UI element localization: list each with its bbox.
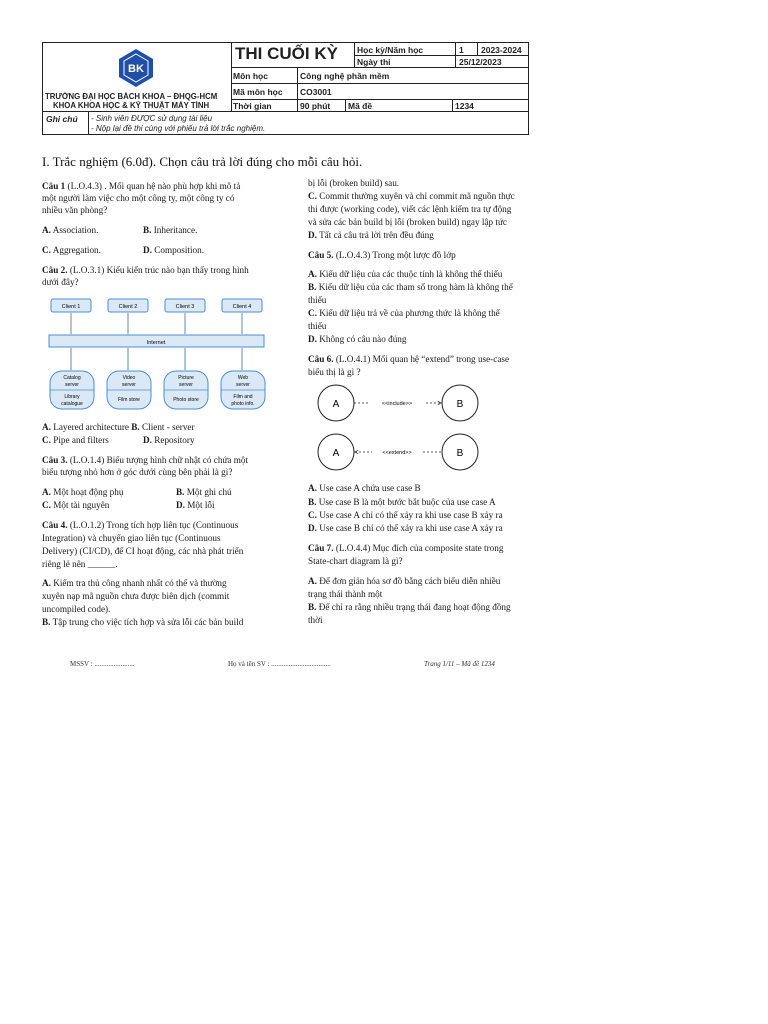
q1-option-d: D. Composition. (143, 245, 205, 255)
exam-header-table (42, 42, 529, 135)
server-group-2 (107, 371, 151, 409)
svg-text:Photo store: Photo store (173, 397, 199, 403)
q6-option-d: D. Use case B chỉ có thể xảy ra khi use case A xảy ra (308, 523, 503, 533)
q7-option-a-line-1: A. Để đơn giản hóa sơ đồ bằng cách biểu diễn nhiều (308, 576, 501, 586)
use-case-diagram (312, 384, 488, 474)
q4-option-c-line-3: và sửa các bản build bị lỗi (broken build) ngay lập tức (308, 217, 508, 227)
date-label: Ngày thi (357, 57, 391, 67)
q4-option-a-line-1: A. Kiểm tra thủ công nhanh nhất có thể và thường (42, 578, 227, 588)
university-logo (116, 48, 156, 88)
client-box-2 (108, 299, 148, 312)
q1-option-b: B. Inheritance. (143, 225, 198, 235)
semester-label: Học kỳ/Năm học (357, 45, 424, 55)
q1-option-c: C. Aggregation. (42, 245, 101, 255)
use-case-b-extend (442, 434, 478, 470)
question-4-line-3: Delivery) (CI/CD), để CI hoạt động, các nhà phát triển (42, 546, 244, 556)
extend-label: <<extend>> (382, 450, 412, 456)
svg-text:A: A (332, 399, 340, 410)
svg-text:Client 2: Client 2 (118, 304, 138, 310)
question-4-line-1: Câu 4. (L.O.1.2) Trong tích hợp liên tục (Continuous (42, 520, 239, 530)
q6-option-a: A. Use case A chứa use case B (308, 483, 421, 493)
note-line-1: - Sinh viên ĐƯỢC sử dụng tài liệu (91, 114, 213, 123)
q1-option-a: A. Association. (42, 225, 99, 235)
q2-option-a: A. Layered architecture B. Client - server (42, 422, 195, 432)
svg-text:server: server (236, 382, 250, 388)
svg-text:Web: Web (237, 375, 249, 381)
svg-text:Client 3: Client 3 (175, 304, 195, 310)
internet-bar (49, 335, 264, 347)
footer-student-name: Họ và tên SV : .................................. (228, 660, 331, 668)
q4-option-a-line-2: xuyên nạp mã nguồn chưa được biên dịch (commit (42, 591, 230, 601)
q3-option-d: D. Một lỗi (176, 500, 215, 510)
question-5-line-1: Câu 5. (L.O.4.3) Trong một lược đồ lớp (308, 250, 456, 260)
include-label: <<include>> (381, 401, 413, 407)
question-4-line-2: Integration) và chuyển giao liên tục (Continuous (42, 533, 221, 543)
semester-value: 1 (459, 45, 464, 55)
q7-option-a-line-2: trạng thái thành một (308, 589, 383, 599)
exam-title: THI CUỐI KỲ (235, 44, 338, 63)
server-group-3 (164, 371, 208, 409)
year-value: 2023-2024 (481, 45, 522, 55)
svg-text:server: server (179, 382, 193, 388)
q3-option-b: B. Một ghi chú (176, 487, 232, 497)
question-7-line-2: State-chart diagram là gì? (308, 556, 403, 566)
q3-option-a: A. Một hoạt động phụ (42, 487, 124, 497)
time-value: 90 phút (300, 101, 331, 111)
svg-text:B: B (456, 399, 464, 410)
server-group-1 (50, 371, 94, 409)
client-box-1 (51, 299, 91, 312)
footer-student-id: MSSV : ....................... (70, 660, 135, 668)
client-box-3 (165, 299, 205, 312)
q4-option-b-line-2: bị lỗi (broken build) sau. (308, 178, 400, 188)
svg-text:Film store: Film store (118, 397, 140, 403)
question-2-line-1: Câu 2. (L.O.3.1) Kiểu kiến trúc nào bạn thấy trong hình (42, 265, 249, 275)
svg-text:Catalog: Catalog (63, 375, 81, 381)
q4-option-c-line-2: thi được (working code), viết các lệnh kiểm tra tự động (308, 204, 512, 214)
svg-text:Picture: Picture (178, 375, 194, 381)
q2-option-d: D. Repository (143, 435, 195, 445)
use-case-a-extend (318, 434, 354, 470)
client-box-4 (222, 299, 262, 312)
use-case-a-include (318, 385, 354, 421)
svg-text:Client 4: Client 4 (232, 304, 252, 310)
client-server-diagram (46, 296, 268, 412)
svg-text:Video: Video (122, 375, 136, 381)
section-title: I. Trắc nghiệm (6.0đ). Chọn câu trả lời đúng cho mỗi câu hỏi. (42, 154, 363, 169)
svg-text:Library: Library (64, 394, 80, 400)
q6-option-b: B. Use case B là một bước bắt buộc của use case A (308, 497, 496, 507)
q4-option-d: D. Tất cả câu trả lời trên đều đúng (308, 230, 434, 240)
exam-code-label: Mã đề (348, 101, 373, 111)
svg-text:photo info.: photo info. (231, 401, 255, 407)
course-code-label: Mã môn học (233, 87, 283, 97)
q5-option-c-line-2: thiếu (308, 321, 327, 331)
note-label: Ghi chú (46, 114, 78, 124)
svg-text:Client 1: Client 1 (61, 304, 81, 310)
q6-option-c: C. Use case A chỉ có thể xảy ra khi use case B xảy ra (308, 510, 503, 520)
q4-option-b-line-1: B. Tập trung cho việc tích hợp và sửa lỗi các bản build (42, 617, 244, 627)
question-3-line-1: Câu 3. (L.O.1.4) Biểu tượng hình chữ nhật có chứa một (42, 455, 249, 465)
server-group-4 (221, 371, 265, 409)
question-6-line-2: biểu thị là gì ? (308, 367, 361, 377)
question-1-line-3: nhiều văn phòng? (42, 205, 108, 215)
faculty-name: KHOA KHOA HỌC & KỸ THUẬT MÁY TÍNH (53, 101, 210, 110)
q7-option-b-line-1: B. Để chỉ ra rằng nhiều trạng thái đang hoạt động đồng (308, 602, 511, 612)
svg-text:Film and: Film and (233, 394, 253, 400)
subject-value: Công nghệ phần mềm (300, 71, 390, 81)
svg-text:A: A (332, 448, 340, 459)
question-4-line-4: riêng lẻ nên ______. (42, 559, 118, 569)
svg-text:server: server (65, 382, 79, 388)
svg-text:server: server (122, 382, 136, 388)
q5-option-d: D. Không có câu nào đúng (308, 334, 407, 344)
use-case-b-include (442, 385, 478, 421)
q5-option-c-line-1: C. Kiểu dữ liệu trả về của phương thức là không thể (308, 308, 500, 318)
q2-option-c: C. Pipe and filters (42, 435, 109, 445)
q3-option-c: C. Một tài nguyên (42, 500, 110, 510)
question-1-line-1: Câu 1 (L.O.4.3) . Mối quan hệ nào phù hợp khi mô tả (42, 181, 241, 191)
svg-text:B: B (456, 448, 464, 459)
q5-option-b-line-1: B. Kiểu dữ liệu của các tham số trong hàm là không thể (308, 282, 513, 292)
note-line-2: - Nộp lại đề thi cùng với phiếu trả lời trắc nghiệm. (91, 124, 266, 133)
q4-option-c-line-1: C. Commit thường xuyên và chỉ commit mã nguồn thực (308, 191, 515, 201)
question-3-line-2: biểu tượng nhỏ hơn ở góc dưới cùng bên phải là gì? (42, 467, 233, 477)
svg-text:Internet: Internet (146, 340, 166, 346)
date-value: 25/12/2023 (459, 57, 502, 67)
footer-page-number: Trang 1/11 – Mã đề 1234 (424, 660, 495, 668)
question-1-line-2: một người làm việc cho một công ty, một công ty có (42, 193, 235, 203)
school-name: TRƯỜNG ĐẠI HỌC BÁCH KHOA – ĐHQG-HCM (45, 92, 218, 101)
question-6-line-1: Câu 6. (L.O.4.1) Mối quan hệ “extend” trong use-case (308, 354, 510, 364)
time-label: Thời gian (233, 101, 272, 111)
q5-option-b-line-2: thiếu (308, 295, 327, 305)
question-7-line-1: Câu 7. (L.O.4.4) Mục đích của composite state trong (308, 543, 504, 553)
q4-option-a-line-3: uncompiled code). (42, 604, 111, 614)
q5-option-a: A. Kiểu dữ liệu của các thuộc tính là không thể thiếu (308, 269, 503, 279)
question-2-line-2: dưới đây? (42, 277, 79, 287)
svg-text:catalogue: catalogue (61, 401, 83, 407)
logo-text: BK (128, 63, 144, 75)
course-code-value: CO3001 (300, 87, 332, 97)
exam-code-value: 1234 (455, 101, 474, 111)
subject-label: Môn học (233, 71, 268, 81)
q7-option-b-line-2: thời (308, 615, 323, 625)
